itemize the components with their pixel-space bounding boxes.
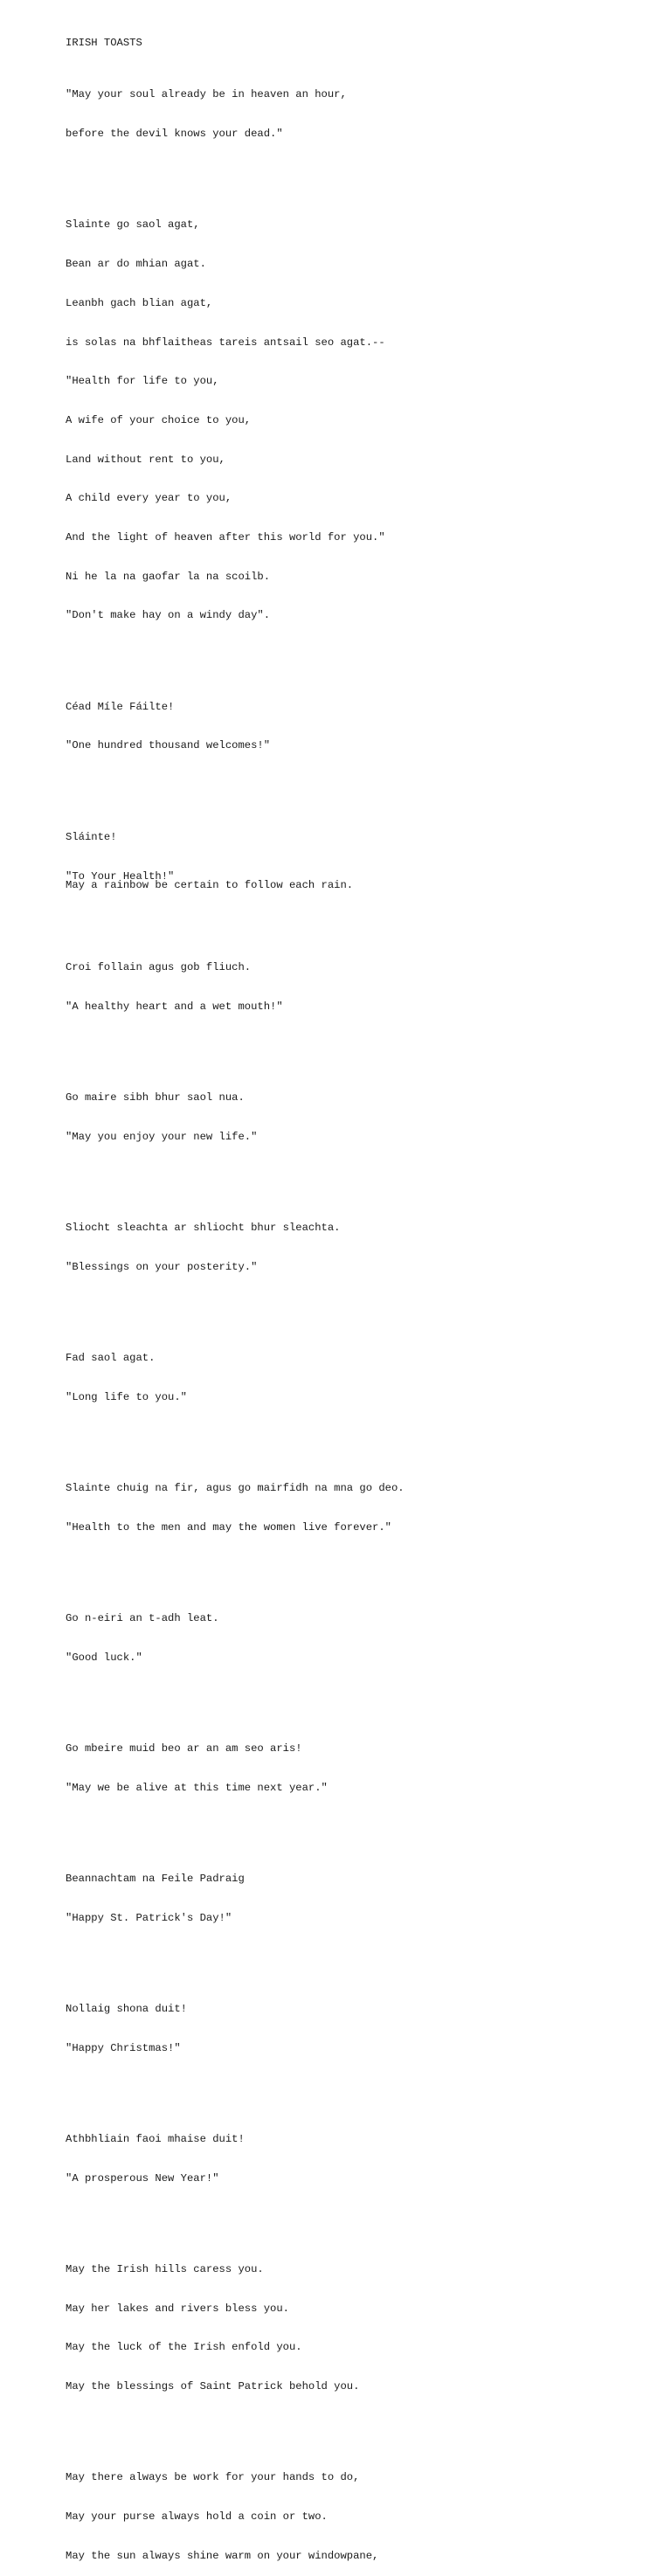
text-line: May the luck of the Irish enfold you. — [66, 2341, 302, 2354]
blank-line — [66, 167, 660, 180]
text-line: "May your soul already be in heaven an hour, — [66, 88, 347, 101]
text-line: Croi follain agus gob fliuch. — [66, 960, 252, 973]
text-line: Land without rent to you, — [66, 453, 225, 466]
text-line: "Health to the men and may the women live forever." — [66, 1520, 391, 1534]
text-line: Sláinte! — [66, 830, 117, 843]
text-line: A wife of your choice to you, — [66, 413, 252, 426]
text-line: before the devil knows your dead." — [66, 128, 283, 141]
text-line: "One hundred thousand welcomes!" — [66, 739, 271, 752]
text-line: Beannachtam na Feile Padraig — [66, 1872, 245, 1885]
text-line: "Happy St. Patrick's Day!" — [66, 1911, 232, 1924]
text-line: "A healthy heart and a wet mouth!" — [66, 1000, 283, 1013]
document-body — [66, 10, 660, 2576]
text-line: Slainte go saol agat, — [66, 218, 200, 232]
text-line: "Don't make hay on a windy day". — [66, 609, 271, 622]
blank-line — [66, 2081, 660, 2094]
blank-line — [66, 1430, 660, 1443]
text-line: Go mbeire muid beo ar an am seo aris! — [66, 1742, 302, 1755]
text-line: May the blessings of Saint Patrick behold you. — [66, 2380, 360, 2393]
text-line: Nollaig shona duit! — [66, 2002, 187, 2015]
text-line: "May you enjoy your new life." — [66, 1130, 258, 1143]
blank-line — [66, 1039, 660, 1052]
text-line: "May we be alive at this time next year." — [66, 1781, 328, 1794]
text-line: Go maire sibh bhur saol nua. — [66, 1091, 245, 1104]
text-line: May the sun always shine warm on your windowpane, — [66, 2549, 379, 2562]
text-line: "Happy Christmas!" — [66, 2041, 181, 2054]
text-line: May there always be work for your hands to do, — [66, 2471, 360, 2484]
text-line: Leanbh gach blian agat, — [66, 296, 213, 309]
text-line: is solas na bhflaitheas tareis antsail seo agat.-- — [66, 336, 385, 349]
text-line: May her lakes and rivers bless you. — [66, 2302, 289, 2315]
text-line: "Blessings on your posterity." — [66, 1260, 258, 1273]
text-line: May your purse always hold a coin or two. — [66, 2510, 328, 2524]
final-text-line: May a rainbow be certain to follow each rain. — [66, 879, 354, 891]
text-line: "A prosperous New Year!" — [66, 2171, 219, 2185]
text-line: "Long life to you." — [66, 1390, 187, 1403]
blank-line — [66, 1950, 660, 1963]
text-line: "Health for life to you, — [66, 375, 219, 388]
blank-line — [66, 1820, 660, 1833]
text-line: "To Your Health!" — [66, 869, 175, 883]
blank-line — [66, 779, 660, 792]
text-line: Fad saol agat. — [66, 1351, 156, 1364]
blank-line — [66, 648, 660, 661]
text-line: May the Irish hills caress you. — [66, 2262, 264, 2275]
text-line: And the light of heaven after this world for you." — [66, 531, 385, 544]
text-line: Athbhliain faoi mhaise duit! — [66, 2132, 245, 2145]
blank-line — [66, 2420, 660, 2433]
blank-line — [66, 1169, 660, 1182]
text-line: A child every year to you, — [66, 492, 232, 505]
blank-line — [66, 1560, 660, 1573]
text-line: Go n-eiri an t-adh leat. — [66, 1611, 219, 1624]
blank-line — [66, 1299, 660, 1312]
blank-line — [66, 909, 660, 922]
text-line: Bean ar do mhian agat. — [66, 258, 206, 271]
text-line: Sliocht sleachta ar shliocht bhur sleachta. — [66, 1221, 341, 1234]
text-line: Ni he la na gaofar la na scoilb. — [66, 570, 271, 583]
blank-line — [66, 1690, 660, 1703]
text-line: "Good luck." — [66, 1651, 142, 1664]
blank-line — [66, 2211, 660, 2224]
text-line: Slainte chuig na fir, agus go mairfidh na mna go deo. — [66, 1481, 405, 1494]
text-line: Céad Míle Fáilte! — [66, 700, 175, 713]
document-title: IRISH TOASTS — [66, 36, 142, 49]
